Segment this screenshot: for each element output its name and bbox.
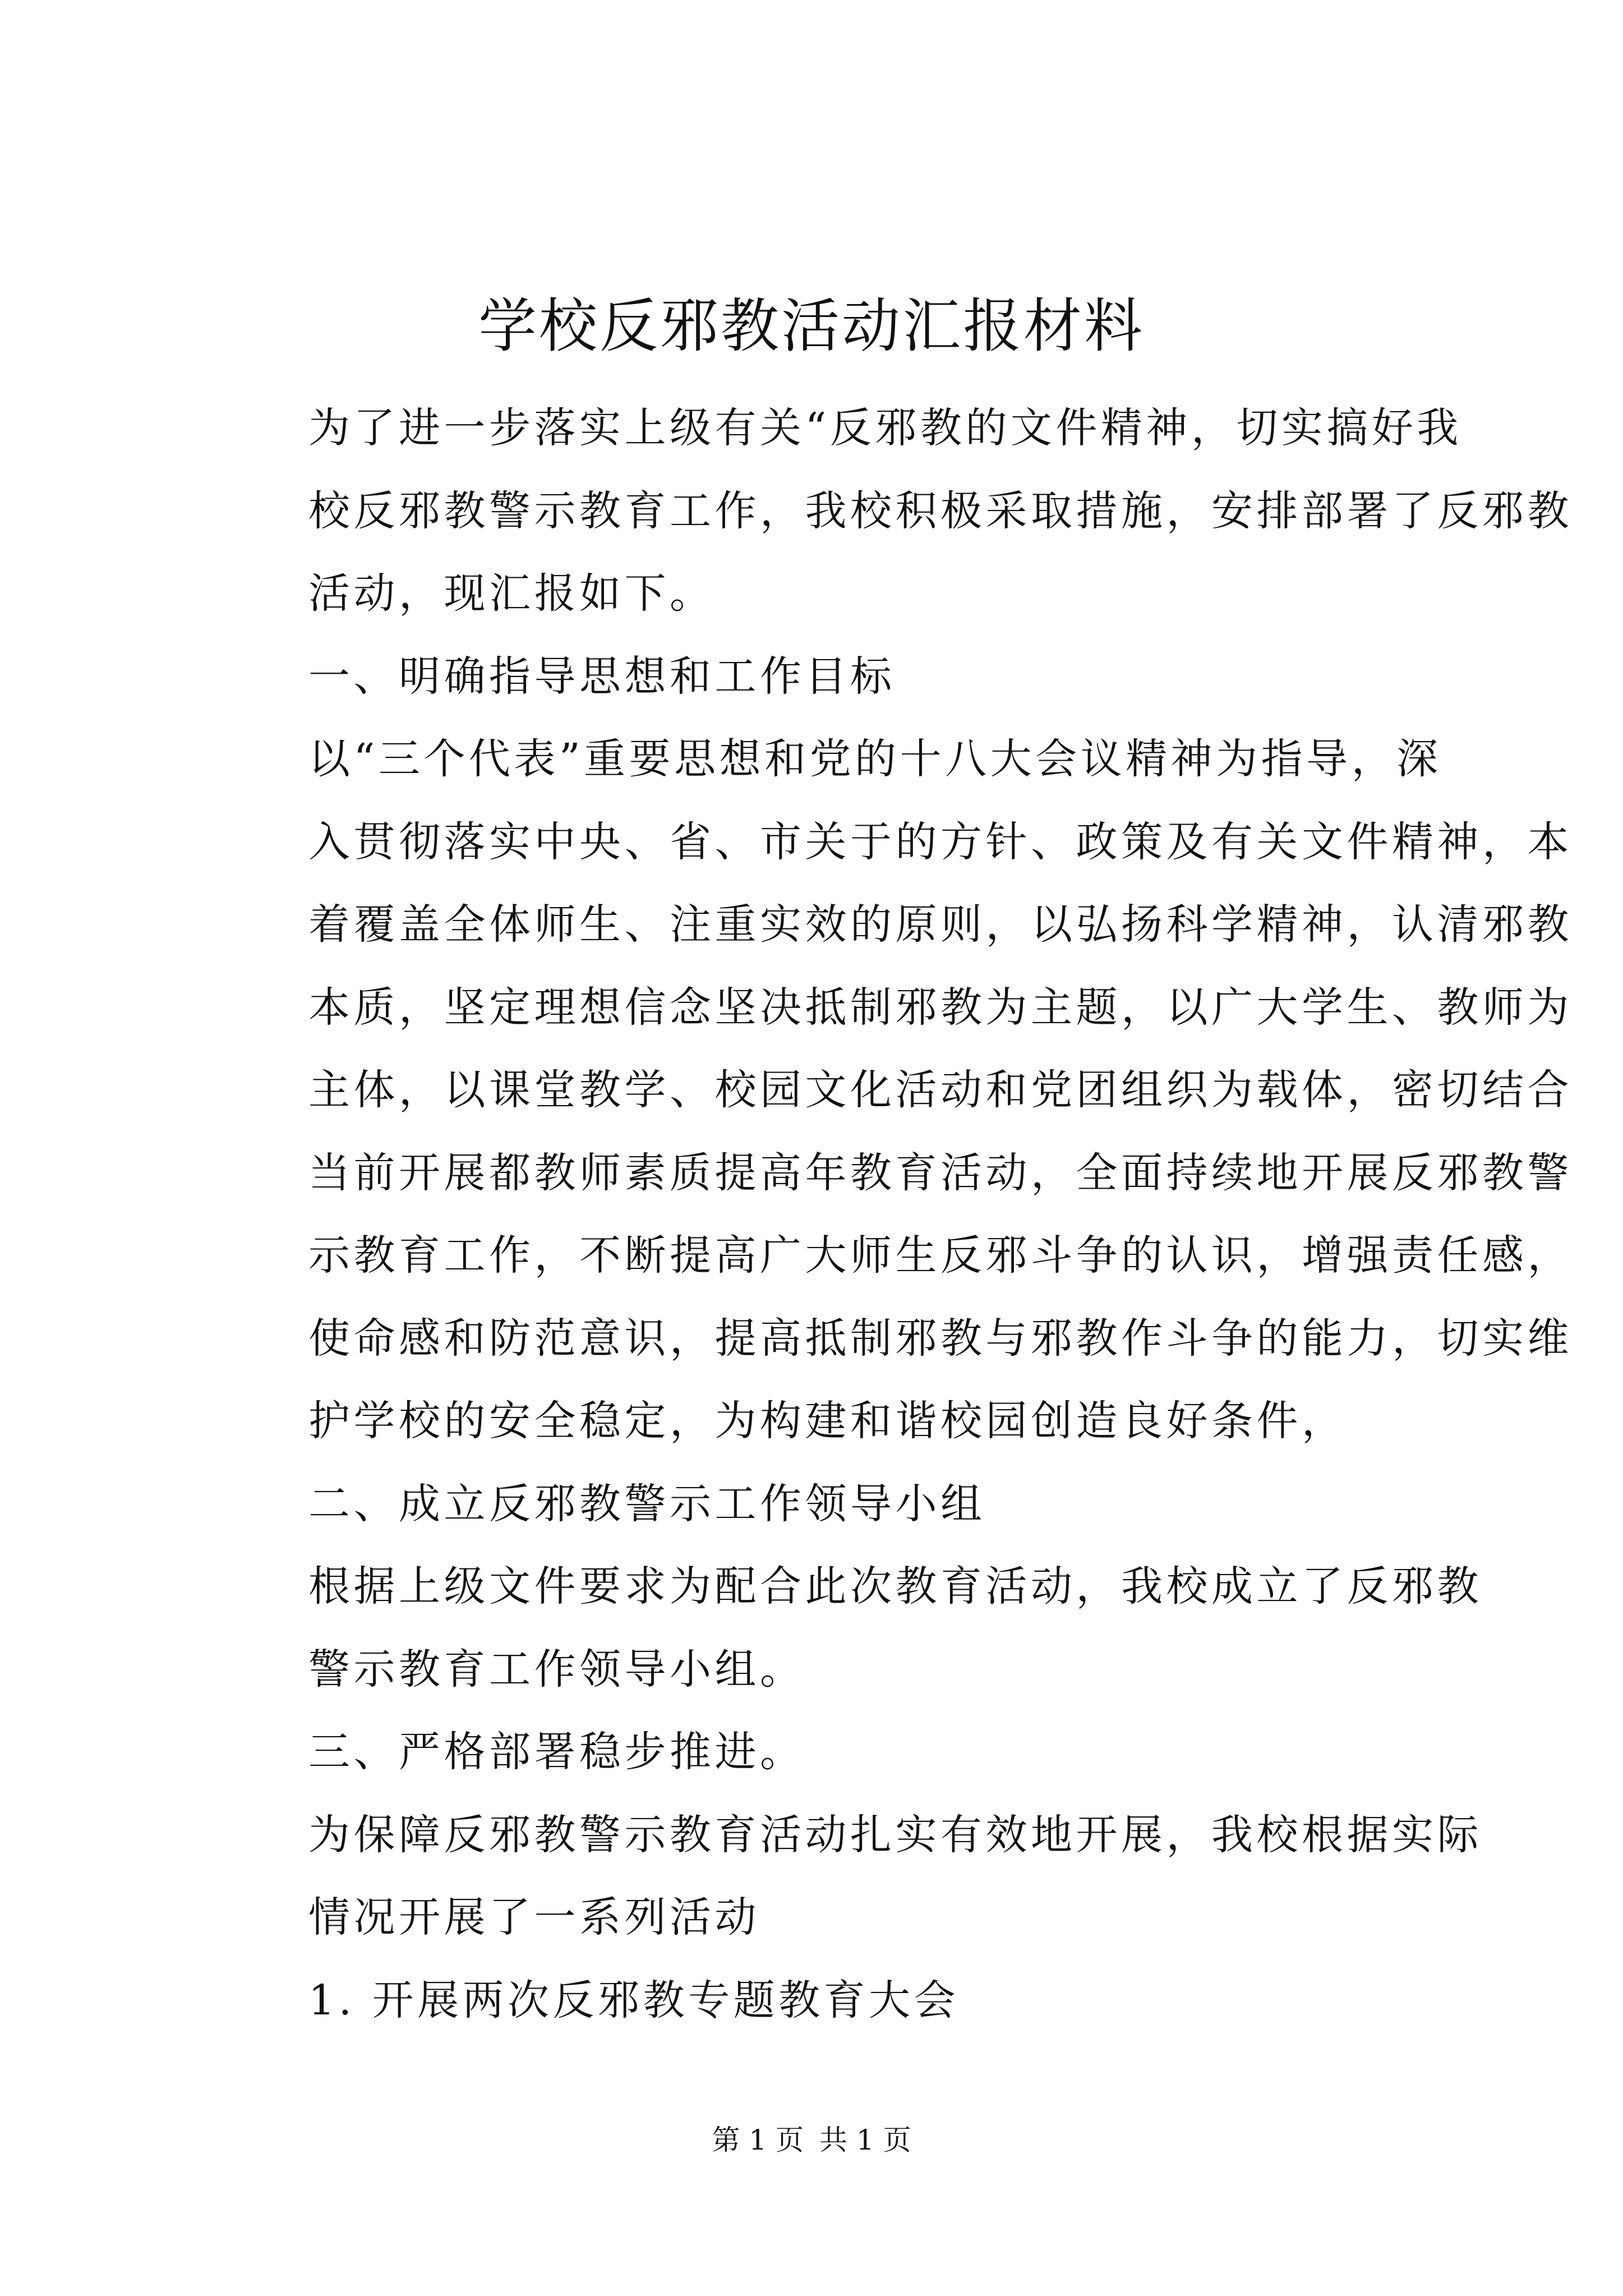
text-line: 护学校的安全稳定，为构建和谐校园创造良好条件，	[308, 1397, 1347, 1445]
text-line: 以“三个代表”重要思想和党的十八大会议精神为指导，深	[308, 735, 1442, 783]
text-line: 当前开展都教师素质提高年教育活动，全面持续地开展反邪教警	[308, 1148, 1573, 1197]
text-line: 入贯彻落实中央、省、市关于的方针、政策及有关文件精神，本	[308, 817, 1573, 866]
text-line: 本质，坚定理想信念坚决抵制邪教为主题，以广大学生、教师为	[308, 983, 1573, 1032]
document-title: 学校反邪教活动汇报材料	[478, 292, 1145, 360]
text-line: 为了进一步落实上级有关“反邪教的文件精神，切实搞好我	[308, 404, 1462, 452]
paragraph-guiding-ideas	[219, 718, 1573, 1463]
section-heading-1	[219, 636, 1430, 719]
text-line: 二、成立反邪教警示工作领导小组	[308, 1479, 986, 1528]
paragraph-leadership-group	[219, 1545, 1482, 1711]
text-line: 为保障反邪教警示教育活动扎实有效地开展，我校根据实际	[308, 1810, 1482, 1859]
text-line: 三、严格部署稳步推进。	[308, 1728, 805, 1776]
section-heading-3	[219, 1711, 1430, 1794]
page-number: 第 1 页	[712, 2124, 804, 2156]
text-line: 根据上级文件要求为配合此次教育活动，我校成立了反邪教	[308, 1562, 1482, 1611]
text-line: 活动，现汇报如下。	[308, 569, 715, 618]
page-footer	[0, 2123, 1623, 2157]
page-total: 共 1 页	[819, 2124, 911, 2156]
text-line: 着覆盖全体师生、注重实效的原则，以弘扬科学精神，认清邪教	[308, 900, 1573, 949]
text-line: 情况开展了一系列活动	[308, 1893, 760, 1941]
text-line: 警示教育工作领导小组。	[308, 1645, 805, 1694]
section-heading-2	[219, 1463, 1430, 1546]
text-line: 使命感和防范意识，提高抵制邪教与邪教作斗争的能力，切实维	[308, 1314, 1573, 1363]
text-line: 校反邪教警示教育工作，我校积极采取措施，安排部署了反邪教	[308, 486, 1573, 535]
text-line: 1. 开展两次反邪教专题教育大会	[308, 1976, 960, 2024]
document-body	[219, 387, 1573, 2042]
text-line: 一、明确指导思想和工作目标	[308, 652, 896, 701]
paragraph-intro	[219, 387, 1573, 636]
list-item-1	[219, 1959, 1430, 2042]
text-line: 示教育工作，不断提高广大师生反邪斗争的认识，增强责任感，	[308, 1231, 1573, 1280]
text-line: 主体，以课堂教学、校园文化活动和党团组织为载体，密切结合	[308, 1066, 1573, 1114]
paragraph-activities	[219, 1794, 1482, 1959]
